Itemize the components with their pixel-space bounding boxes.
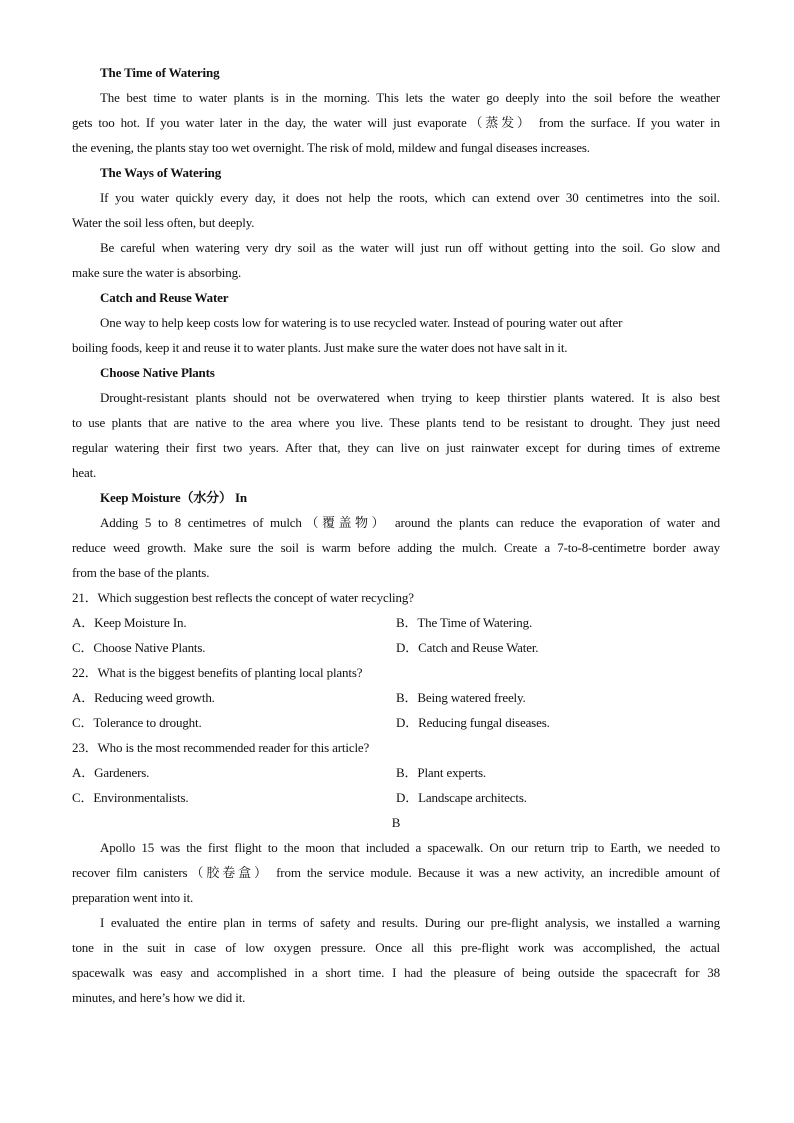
option-a: A．Keep Moisture In. [72,615,187,630]
option-c: C．Choose Native Plants. [72,640,206,655]
paragraph-line: gets too hot. If you water later in the day, the water will just evaporate（蒸发） from the surface. If you water in [72,115,720,130]
paragraph-line: recover film canisters（胶卷盒） from the service module. Because it was a new activity, an incredible amount of [72,865,720,880]
section-heading: Keep Moisture（水分） In [100,490,247,505]
paragraph-line: spacewalk was easy and accomplished in a short time. I had the pleasure of being outside the spacecraft for 38 [72,965,720,980]
question-stem: 22．What is the biggest benefits of planting local plants? [72,665,363,680]
option-row [72,610,720,635]
option-b: B．Plant experts. [396,765,487,780]
paragraph-line: I evaluated the entire plan in terms of safety and results. During our pre-flight analysis, we installed a warning [100,915,720,930]
question-stem: 23．Who is the most recommended reader for this article? [72,740,370,755]
paragraph-line: regular watering their first two years. After that, they can live on just rainwater except for during times of extreme [72,440,720,455]
paragraph-line: Drought-resistant plants should not be overwatered when trying to keep thirstier plants watered. It is also best [100,390,720,405]
option-b: B．Being watered freely. [396,690,526,705]
paragraph-line: from the base of the plants. [72,565,210,580]
option-c: C．Environmentalists. [72,790,189,805]
page-content [72,60,720,1010]
paragraph-line: Apollo 15 was the first flight to the moon that included a spacewalk. On our return trip to Earth, we needed to [100,840,720,855]
paragraph-line: boiling foods, keep it and reuse it to water plants. Just make sure the water does not have salt in it. [72,340,568,355]
paragraph-line: make sure the water is absorbing. [72,265,242,280]
paragraph-line: heat. [72,465,97,480]
paragraph-line: reduce weed growth. Make sure the soil is warm before adding the mulch. Create a 7-to-8-centimetre border away [72,540,720,555]
section-b-label: B [391,815,401,830]
option-b: B．The Time of Watering. [396,615,533,630]
question-stem: 21．Which suggestion best reflects the concept of water recycling? [72,590,414,605]
paragraph-line: Water the soil less often, but deeply. [72,215,255,230]
option-row [72,710,720,735]
section-heading: The Time of Watering [100,65,220,80]
section-heading: Catch and Reuse Water [100,290,229,305]
paragraph-line: the evening, the plants stay too wet overnight. The risk of mold, mildew and fungal diseases increases. [72,140,590,155]
paragraph-line: tone in the suit in case of low oxygen pressure. Once all this pre-flight work was accomplished, the actual [72,940,720,955]
paragraph-line: minutes, and here’s how we did it. [72,990,246,1005]
option-row [72,635,720,660]
paragraph-line: One way to help keep costs low for watering is to use recycled water. Instead of pouring water out after [100,315,623,330]
option-d: D．Landscape architects. [396,790,527,805]
option-row [72,785,720,810]
option-row [72,685,720,710]
option-a: A．Gardeners. [72,765,150,780]
paragraph-line: Adding 5 to 8 centimetres of mulch（覆盖物） around the plants can reduce the evaporation of water and [100,515,720,530]
paragraph-line: to use plants that are native to the area where you live. These plants tend to be resistant to drought. They just need [72,415,720,430]
section-heading: The Ways of Watering [100,165,222,180]
option-row [72,760,720,785]
option-d: D．Catch and Reuse Water. [396,640,539,655]
paragraph-line: If you water quickly every day, it does not help the roots, which can extend over 30 centimetres into the soil. [100,190,720,205]
paragraph-line: The best time to water plants is in the morning. This lets the water go deeply into the soil before the weather [100,90,720,105]
section-heading: Choose Native Plants [100,365,215,380]
option-a: A．Reducing weed growth. [72,690,215,705]
paragraph-line: preparation went into it. [72,890,194,905]
option-d: D．Reducing fungal diseases. [396,715,550,730]
paragraph-line: Be careful when watering very dry soil as the water will just run off without getting into the soil. Go slow and [100,240,720,255]
option-c: C．Tolerance to drought. [72,715,202,730]
